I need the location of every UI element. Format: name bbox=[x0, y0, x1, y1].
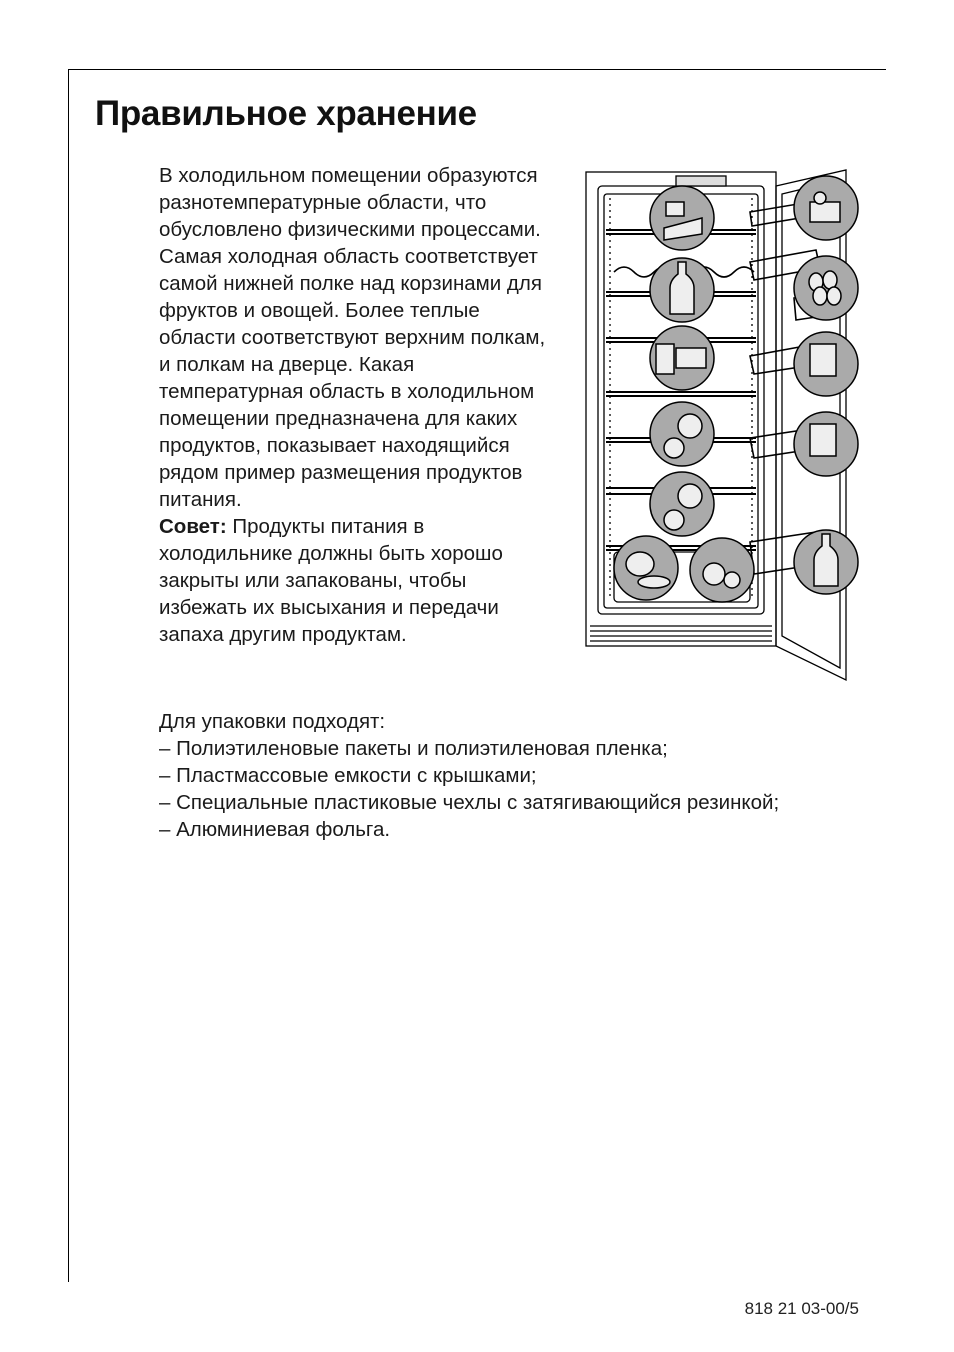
packaging-list bbox=[159, 735, 879, 843]
top-rule bbox=[68, 69, 886, 70]
vegetables-icon bbox=[614, 536, 678, 600]
packaging-item: – Специальные пластиковые чехлы с затягивающийся резинкой; bbox=[159, 791, 780, 814]
fruit-icon bbox=[690, 538, 754, 602]
tip-paragraph bbox=[159, 513, 559, 648]
butter-icon bbox=[794, 176, 858, 240]
sausage-icon bbox=[650, 402, 714, 466]
packaging-item: – Алюминиевая фольга. bbox=[159, 818, 391, 841]
jar-icon bbox=[794, 332, 858, 396]
tip-label: Совет: bbox=[159, 515, 227, 538]
left-rule bbox=[68, 69, 69, 1282]
fridge-storage-diagram bbox=[584, 168, 864, 684]
dairy-icon bbox=[650, 326, 714, 390]
eggs-icon bbox=[794, 256, 858, 320]
bottom-grille bbox=[590, 626, 772, 641]
intro-paragraph: В холодильном помещении образуются разнотемпературные области, что обусловлено физическими процессами. Самая холодная область соответствует самой нижней полке над корзинами для фруктов и овощей. Более теплые области соответствуют верхним полкам, и полкам на дверце. Какая температурная область в холодильном помещении предназначена для каких продуктов, показывает находящийся рядом пример размещения продуктов питания. bbox=[159, 164, 546, 511]
packaging-heading: Для упаковки подходят: bbox=[159, 710, 386, 733]
intro-section bbox=[159, 162, 559, 648]
bottle-icon bbox=[650, 258, 714, 322]
bottle-icon bbox=[794, 530, 858, 594]
packaging-item: – Пластмассовые емкости с крышками; bbox=[159, 764, 537, 787]
tip-text: Продукты питания в холодильнике должны быть хорошо закрыты или запакованы, чтобы избежать их высыхания и передачи запаха другим продуктам. bbox=[159, 515, 503, 646]
jar-icon bbox=[794, 412, 858, 476]
page-title: Правильное хранение bbox=[95, 94, 477, 133]
packaging-item: – Полиэтиленовые пакеты и полиэтиленовая пленка; bbox=[159, 737, 668, 760]
sausage-icon bbox=[650, 472, 714, 536]
packaging-section bbox=[159, 708, 879, 843]
cake-cheese-icon bbox=[650, 186, 714, 250]
page-footer-code: 818 21 03-00/5 bbox=[744, 1299, 859, 1318]
